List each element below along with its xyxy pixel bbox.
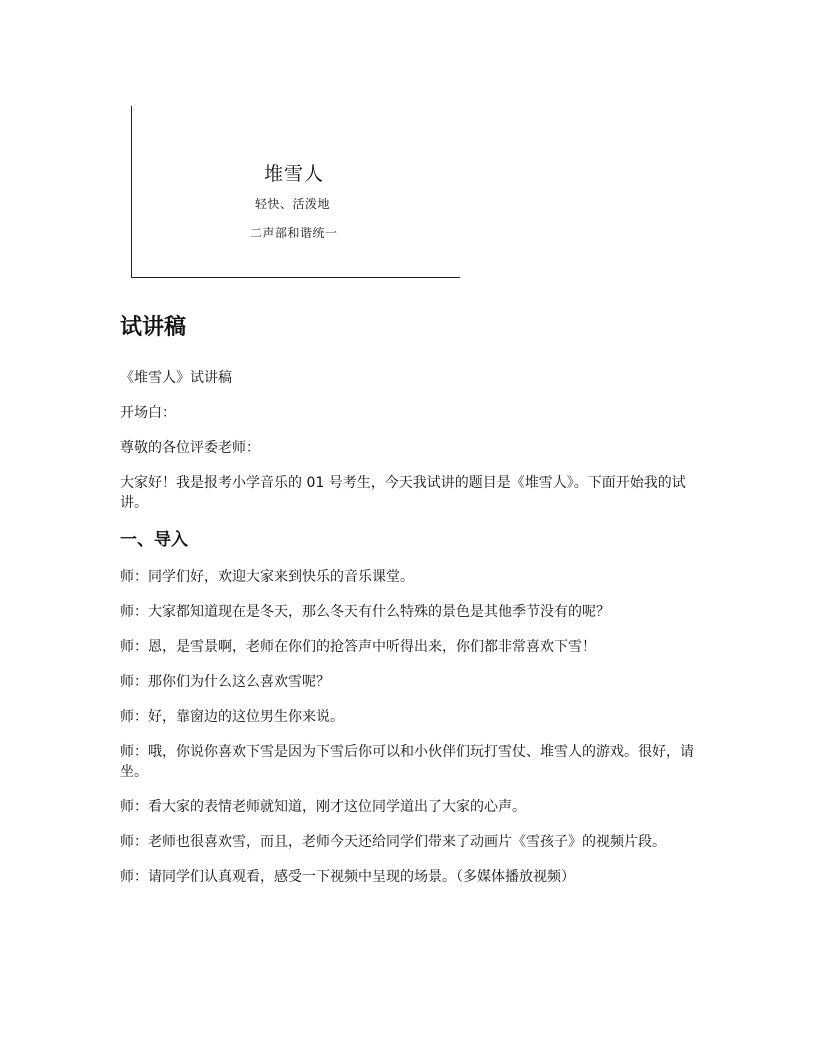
- opening-label: 开场白：: [120, 405, 176, 421]
- dialogue-paragraph: 师：同学们好，欢迎大家来到快乐的音乐课堂。: [120, 569, 414, 585]
- cover-title: 堆雪人: [264, 163, 325, 185]
- subtitle-paragraph: 《堆雪人》试讲稿: [120, 370, 232, 386]
- dialogue-paragraph: 师：老师也很喜欢雪，而且，老师今天还给同学们带来了动画片《雪孩子》的视频片段。: [120, 834, 666, 850]
- dialogue-paragraph: 师：哦，你说你喜欢下雪是因为下雪后你可以和小伙伴们玩打雪仗、堆雪人的游戏。很好，请坐。: [120, 744, 694, 780]
- document-title: 试讲稿: [120, 315, 187, 340]
- document-body: [120, 312, 700, 902]
- dialogue-paragraph: 师：请同学们认真观看，感受一下视频中呈现的场景。（多媒体播放视频）: [120, 869, 575, 885]
- dialogue-paragraph: 师：恩，是雪景啊，老师在你们的抢答声中听得出来，你们都非常喜欢下雪！: [120, 639, 596, 655]
- cover-tempo-text: 轻快、活泼地: [255, 197, 331, 211]
- cover-harmony-text: 二声部和谐统一: [250, 226, 338, 240]
- greeting-paragraph: 尊敬的各位评委老师：: [120, 440, 260, 456]
- cover-image: [131, 106, 460, 278]
- introduction-paragraph: 大家好！我是报考小学音乐的 01 号考生，今天我试讲的题目是《堆雪人》。下面开始我的试讲。: [120, 475, 686, 511]
- dialogue-paragraph: 师：看大家的表情老师就知道，刚才这位同学道出了大家的心声。: [120, 799, 526, 815]
- section-heading-intro: 一、导入: [120, 530, 188, 550]
- dialogue-paragraph: 师：那你们为什么这么喜欢雪呢？: [120, 674, 330, 690]
- dialogue-paragraph: 师：大家都知道现在是冬天，那么冬天有什么特殊的景色是其他季节没有的呢？: [120, 604, 610, 620]
- dialogue-paragraph: 师：好，靠窗边的这位男生你来说。: [120, 709, 344, 725]
